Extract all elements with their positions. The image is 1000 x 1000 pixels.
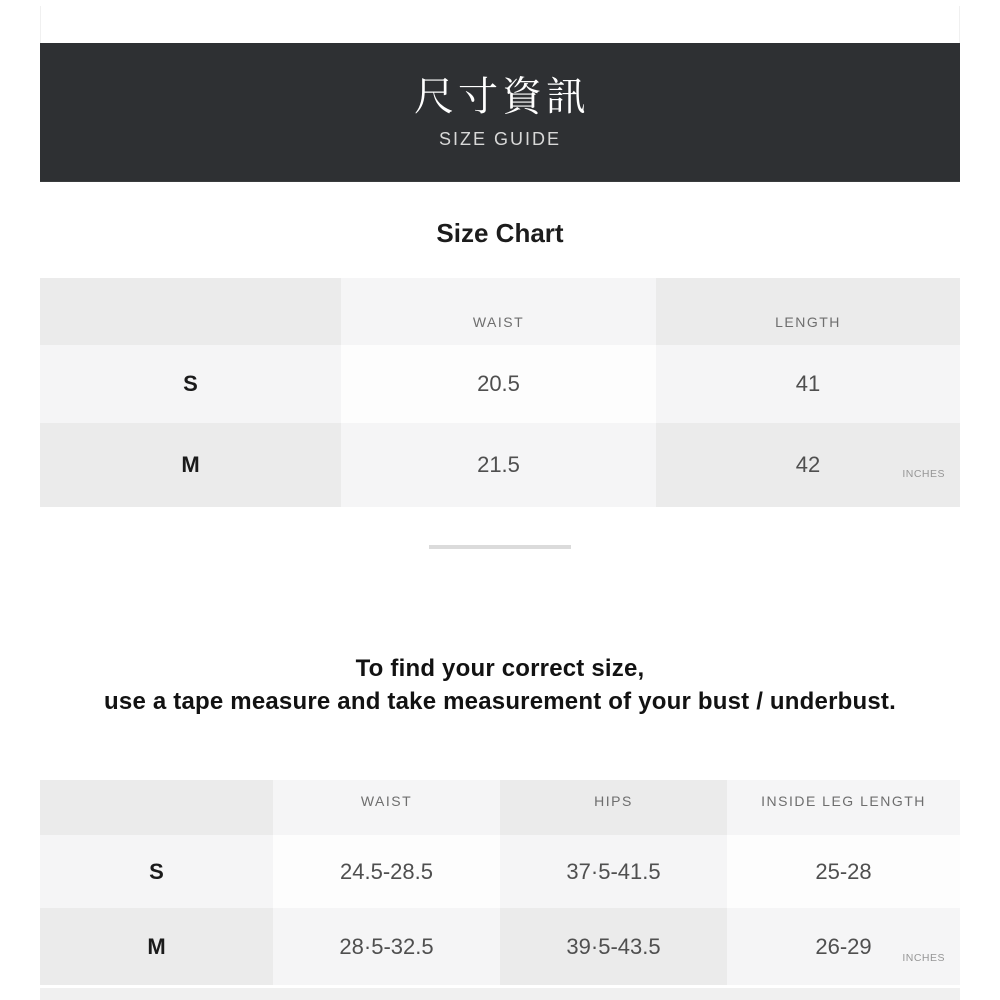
col-header-hips: HIPS bbox=[500, 780, 727, 835]
banner-title-zh: 尺寸資訊 bbox=[414, 75, 590, 119]
col-header-length: LENGTH bbox=[656, 278, 960, 345]
bottom-row-strip bbox=[40, 988, 960, 1000]
instructions-line-2: use a tape measure and take measurement of your bust / underbust. bbox=[104, 688, 896, 715]
instructions-line-1: To find your correct size, bbox=[355, 655, 645, 682]
corner-header-cell bbox=[40, 278, 341, 345]
row-label-s: S bbox=[40, 835, 273, 908]
banner-subtitle-en: SIZE GUIDE bbox=[438, 129, 561, 149]
size-guide-page bbox=[40, 0, 960, 1000]
inches-unit-label: INCHES bbox=[902, 468, 945, 480]
cell-inside-leg-m: 26-29 bbox=[727, 908, 960, 985]
top-margin-band bbox=[40, 0, 960, 43]
row-label-m: M bbox=[40, 423, 341, 507]
size-chart-heading: Size Chart bbox=[436, 218, 564, 248]
col-header-waist: WAIST bbox=[341, 278, 656, 345]
cell-length-s: 41 bbox=[656, 345, 960, 423]
cell-waist-m: 28·5-32.5 bbox=[273, 908, 500, 985]
row-label-m: M bbox=[40, 908, 273, 985]
col-header-inside-leg-length: INSIDE LEG LENGTH bbox=[727, 780, 960, 835]
row-label-s: S bbox=[40, 345, 341, 423]
cell-hips-m: 39·5-43.5 bbox=[500, 908, 727, 985]
corner-header-cell bbox=[40, 780, 273, 835]
cell-waist-m: 21.5 bbox=[341, 423, 656, 507]
size-chart-table bbox=[40, 278, 960, 507]
cell-length-m: 42 bbox=[656, 423, 960, 507]
sizing-instructions bbox=[40, 652, 960, 718]
cell-waist-s: 20.5 bbox=[341, 345, 656, 423]
cell-hips-s: 37·5-41.5 bbox=[500, 835, 727, 908]
cell-waist-s: 24.5-28.5 bbox=[273, 835, 500, 908]
cell-inside-leg-s: 25-28 bbox=[727, 835, 960, 908]
section-divider bbox=[429, 545, 571, 549]
size-guide-banner bbox=[40, 43, 960, 182]
inches-unit-label: INCHES bbox=[902, 952, 945, 964]
measurement-table bbox=[40, 780, 960, 985]
col-header-waist: WAIST bbox=[273, 780, 500, 835]
